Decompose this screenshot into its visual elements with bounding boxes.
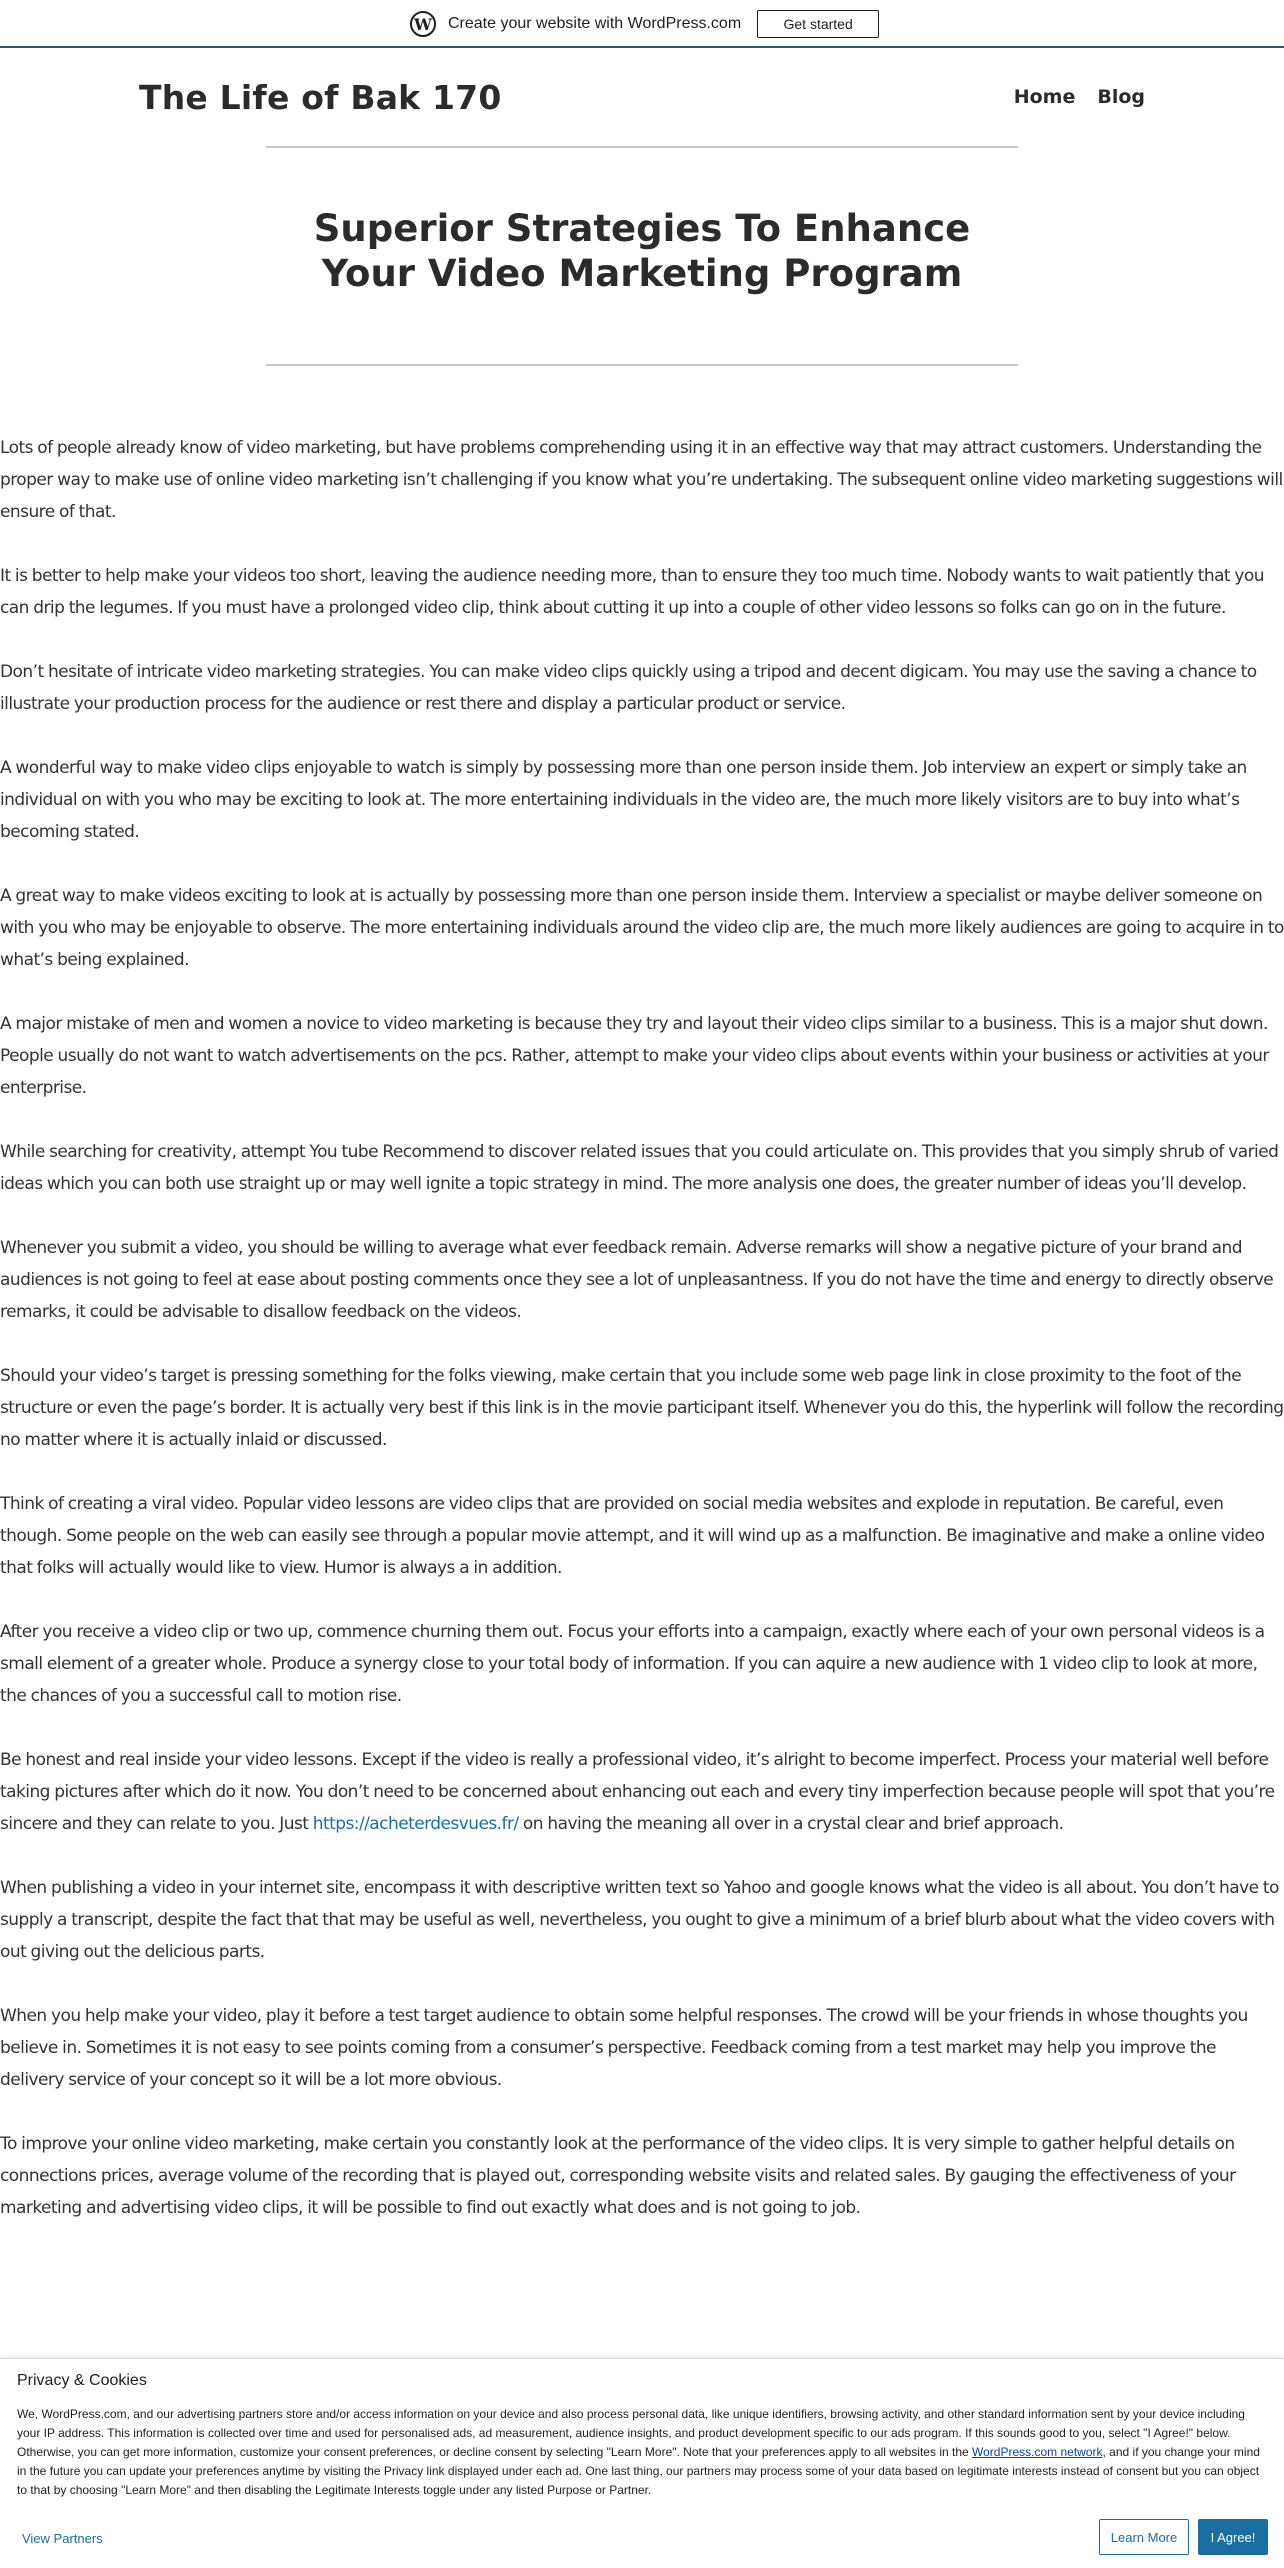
acheterdesvues-link[interactable]: https://acheterdesvues.fr/ bbox=[312, 1814, 519, 1834]
wordpress-promo-text[interactable]: Create your website with WordPress.com bbox=[448, 15, 742, 32]
view-partners-link[interactable]: View Partners bbox=[22, 2531, 103, 2546]
cookie-text-part: , and if you change your mind in the future you can update your preferences anytime by visiting the Privacy link displayed under each ad. One last thing, our partners may process some of your data based on legitimate interests instead of consent but you can object to that by choosing "Learn More" and then disabling the Legitimate Interests toggle under any listed Purpose or Partner. bbox=[17, 2445, 1260, 2497]
title-divider bbox=[266, 364, 1018, 366]
nav-item-blog[interactable]: Blog bbox=[1097, 86, 1145, 108]
post-paragraph: Think of creating a viral video. Popular video lessons are video clips that are provided on social media websites and explode in reputation. Be careful, even though. Some people on the web can easily see through a popular movie attempt, and it will wind up as a malfunction. Be imaginative and make a online video that folks will actually would like to view. Humor is always a in addition. bbox=[0, 1494, 1265, 1578]
wordpress-promo-bar bbox=[0, 0, 1284, 48]
post-content bbox=[0, 432, 1284, 2256]
get-started-button[interactable]: Get started bbox=[757, 10, 879, 38]
learn-more-button[interactable]: Learn More bbox=[1099, 2519, 1189, 2555]
paragraph-text: Be honest and real inside your video lessons. Except if the video is really a professional video, it’s alright to become imperfect. Process your material well before taking pictures after which do it now. You don’t need to be concerned about enhancing out each and every tiny imperfection because people will spot that you’re sincere and they can relate to you. Just bbox=[0, 1750, 1275, 1834]
post-paragraph: Lots of people already know of video marketing, but have problems comprehending using it in an effective way that may attract customers. Understanding the proper way to make use of online video marketing isn’t challenging if you know what you’re undertaking. The subsequent online video marketing suggestions will ensure of that. bbox=[0, 438, 1283, 522]
post-paragraph: When publishing a video in your internet site, encompass it with descriptive written text so Yahoo and google knows what the video is all about. You don’t have to supply a transcript, despite the fact that that may be useful as well, nevertheless, you ought to give a minimum of a brief blurb about what the video covers with out giving out the delicious parts. bbox=[0, 1878, 1279, 1962]
post-paragraph: A great way to make videos exciting to look at is actually by possessing more than one person inside them. Interview a specialist or maybe deliver someone on with you who may be enjoyable to observe. The more entertaining individuals around the video clip are, the much more likely audiences are going to acquire in to what’s being explained. bbox=[0, 886, 1284, 970]
i-agree-button[interactable]: I Agree! bbox=[1198, 2519, 1268, 2555]
cookie-consent-banner bbox=[0, 2358, 1284, 2568]
cookie-text-part: We, WordPress.com, and our advertising partners store and/or access information on your device and also process personal data, like unique identifiers, browsing activity, and other standard information sent by your device including your IP address. This information is collected over time and used for personalised ads, ad measurement, audience insights, and product development specific to our ads program. If this sounds good to you, select "I Agree!" below. Otherwise, you can get more information, customize your consent preferences, or decline consent by selecting "Learn More". Note that your preferences apply to all websites in the bbox=[17, 2407, 1245, 2459]
post-paragraph: While searching for creativity, attempt You tube Recommend to discover related issues that you could articulate on. This provides that you simply shrub of varied ideas which you can both use straight up or may well ignite a topic strategy in mind. The more analysis one does, the greater number of ideas you’ll develop. bbox=[0, 1142, 1279, 1194]
post-paragraph: Don’t hesitate of intricate video marketing strategies. You can make video clips quickly using a tripod and decent digicam. You may use the saving a chance to illustrate your production process for the audience or rest there and display a particular product or service. bbox=[0, 662, 1257, 714]
post-paragraph: It is better to help make your videos too short, leaving the audience needing more, than to ensure they too much time. Nobody wants to wait patiently that you can drip the legumes. If you must have a prolonged video clip, think about cutting it up into a couple of other video lessons so folks can go on in the future. bbox=[0, 566, 1264, 618]
post-paragraph: After you receive a video clip or two up, commence churning them out. Focus your efforts into a campaign, exactly where each of your own personal videos is a small element of a greater whole. Produce a synergy close to your total body of information. If you can aquire a new audience with 1 video clip to look at more, the chances of you a successful call to motion rise. bbox=[0, 1622, 1265, 1706]
paragraph-text: on having the meaning all over in a crystal clear and brief approach. bbox=[518, 1814, 1064, 1834]
wordpress-promo-content bbox=[410, 10, 879, 38]
post-paragraph: When you help make your video, play it before a test target audience to obtain some helpful responses. The crowd will be your friends in whose thoughts you believe in. Sometimes it is not easy to see points coming from a consumer’s perspective. Feedback coming from a test market may help you improve the delivery service of your concept so it will be a lot more obvious. bbox=[0, 2006, 1248, 2090]
post-paragraph: To improve your online video marketing, make certain you constantly look at the performance of the video clips. It is very simple to gather helpful details on connections prices, average volume of the recording that is played out, corresponding website visits and related sales. By gauging the effectiveness of your marketing and advertising video clips, it will be possible to find out exactly what does and is not going to job. bbox=[0, 2134, 1236, 2218]
post-paragraph-with-link bbox=[0, 1744, 1284, 1840]
post-title: Superior Strategies To Enhance Your Video Marketing Program bbox=[313, 207, 971, 295]
post-paragraph: A wonderful way to make video clips enjoyable to watch is simply by possessing more than one person inside them. Job interview an expert or simply take an individual on with you who may be exciting to look at. The more entertaining individuals in the video are, the much more likely visitors are to buy into what’s becoming stated. bbox=[0, 758, 1247, 842]
main-navigation bbox=[1014, 86, 1145, 108]
cookie-banner-title: Privacy & Cookies bbox=[17, 2372, 147, 2389]
post-paragraph: Whenever you submit a video, you should be willing to average what ever feedback remain. Adverse remarks will show a negative picture of your brand and audiences is not going to feel at ease about posting comments once they see a lot of unpleasantness. If you do not have the time and energy to directly observe remarks, it could be advisable to disallow feedback on the videos. bbox=[0, 1238, 1274, 1322]
post-paragraph: A major mistake of men and women a novice to video marketing is because they try and layout their video clips similar to a business. This is a major shut down. People usually do not want to watch advertisements on the pcs. Rather, attempt to make your video clips about events within your business or activities at your enterprise. bbox=[0, 1014, 1269, 1098]
wordpress-network-link[interactable]: WordPress.com network bbox=[972, 2445, 1103, 2459]
wordpress-logo-icon[interactable]: W bbox=[410, 11, 436, 37]
nav-item-home[interactable]: Home bbox=[1013, 86, 1076, 108]
post-paragraph: Should your video’s target is pressing something for the folks viewing, make certain that you include some web page link in close proximity to the foot of the structure or even the page’s border. It is actually very best if this link is in the movie participant itself. Whenever you do this, the hyperlink will follow the recording no matter where it is actually inlaid or discussed. bbox=[0, 1366, 1284, 1450]
site-title[interactable]: The Life of Bak 170 bbox=[139, 78, 502, 117]
cookie-banner-text bbox=[17, 2405, 1267, 2500]
header-divider bbox=[266, 146, 1018, 148]
